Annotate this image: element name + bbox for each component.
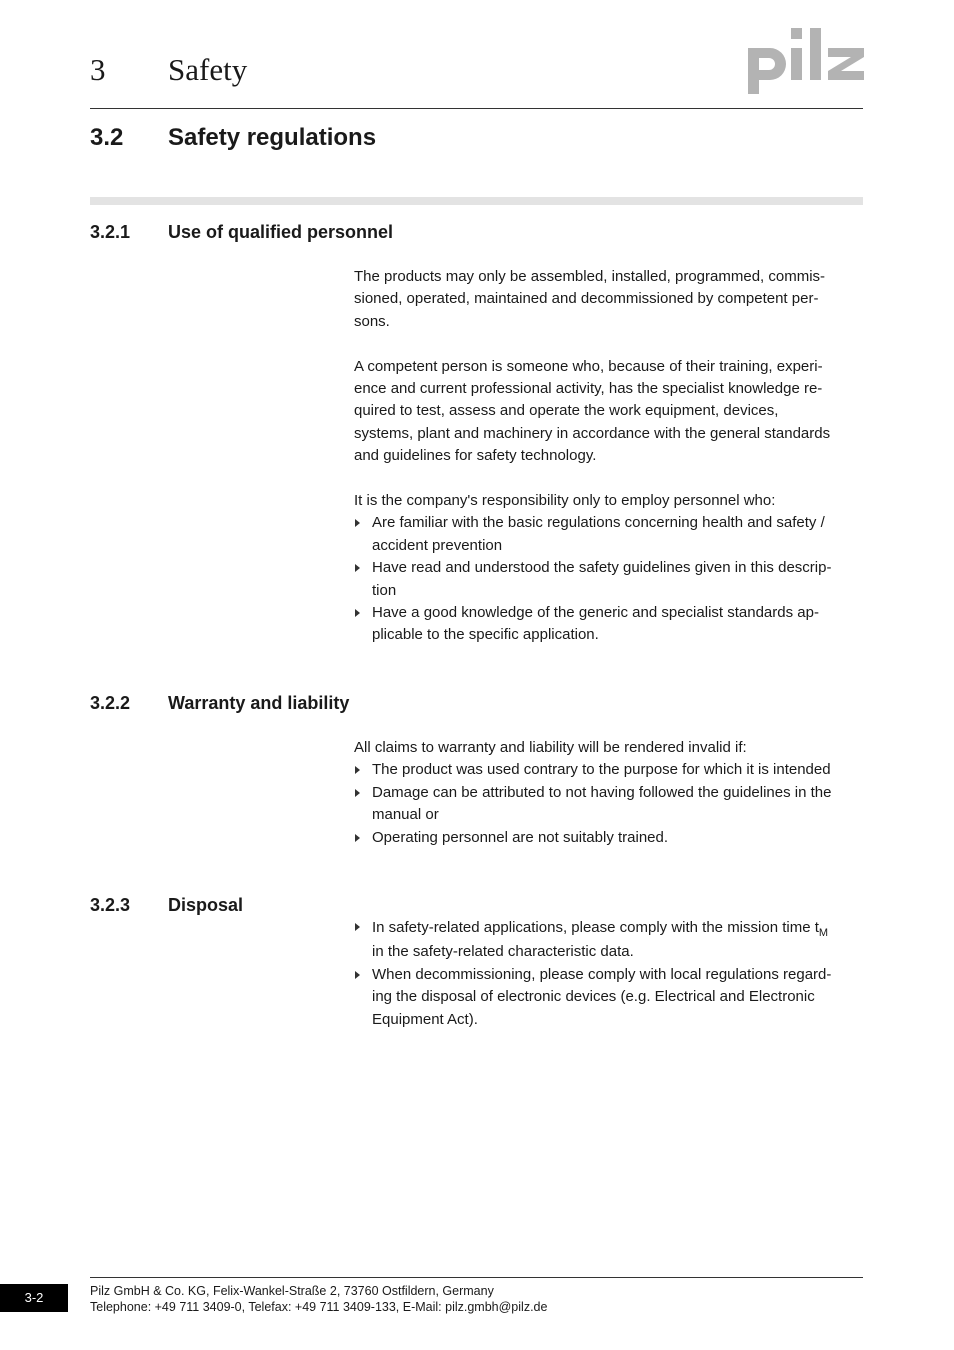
paragraph: A competent person is someone who, because of their training, experi- ence and current professional activity, has the specialist knowledge re- quired to test, assess and operate the work equipment, devices, systems, plant and machinery in accordance with the general standards and guidelines for safety technology.	[354, 357, 831, 465]
triangle-bullet-icon	[355, 789, 360, 797]
triangle-bullet-icon	[355, 834, 360, 842]
section-heading	[90, 124, 376, 152]
section-divider-bar	[90, 197, 863, 205]
list-item: Are familiar with the basic regulations concerning health and safety / accident prevention	[354, 512, 866, 557]
subscript: M	[818, 927, 829, 939]
page-number: 3-2	[0, 1284, 68, 1312]
disposal-body	[354, 916, 866, 1031]
chapter-heading	[90, 52, 247, 88]
subsection-title: Disposal	[168, 895, 244, 915]
list-item: The product was used contrary to the purpose for which it is intended	[354, 759, 866, 781]
paragraph: It is the company's responsibility only to employ personnel who:	[354, 492, 776, 510]
subsection-heading-warranty	[90, 693, 349, 714]
bullet-list	[354, 916, 866, 1031]
section-title: Safety regulations	[168, 124, 377, 151]
footer-address	[90, 1283, 547, 1315]
bullet-list	[354, 759, 866, 849]
list-item: When decommissioning, please comply with local regulations regard- ing the disposal of electronic devices (e.g. Electrical and Electronic Equipment Act).	[354, 964, 866, 1031]
paragraph: The products may only be assembled, installed, programmed, commis- sioned, operated, maintained and decommissioned by competent per- sons.	[354, 268, 826, 330]
footer-line: Telephone: +49 711 3409-0, Telefax: +49 711 3409-133, E-Mail: pilz.gmbh@pilz.de	[90, 1300, 548, 1314]
warranty-body	[354, 737, 866, 849]
footer-rule	[90, 1277, 863, 1278]
section-number: 3.2	[90, 124, 124, 151]
subsection-number: 3.2.2	[90, 693, 131, 713]
triangle-bullet-icon	[355, 923, 360, 931]
bullet-list	[354, 512, 866, 646]
list-item: Operating personnel are not suitably trained.	[354, 827, 866, 849]
triangle-bullet-icon	[355, 564, 360, 572]
chapter-title: Safety	[168, 52, 248, 87]
subsection-title: Use of qualified personnel	[168, 222, 394, 242]
chapter-number: 3	[90, 52, 106, 87]
header-rule	[90, 108, 863, 109]
triangle-bullet-icon	[355, 766, 360, 774]
personnel-body	[354, 266, 866, 647]
subsection-number: 3.2.3	[90, 895, 131, 915]
pilz-logo	[748, 28, 864, 94]
subsection-title: Warranty and liability	[168, 693, 350, 713]
triangle-bullet-icon	[355, 609, 360, 617]
paragraph: All claims to warranty and liability will be rendered invalid if:	[354, 739, 747, 756]
triangle-bullet-icon	[355, 519, 360, 527]
list-item: In safety-related applications, please comply with the mission time $t_M$ in the safety-related characteristic data.	[354, 916, 866, 964]
subsection-number: 3.2.1	[90, 222, 131, 242]
triangle-bullet-icon	[355, 971, 360, 979]
list-item: Have a good knowledge of the generic and specialist standards ap- plicable to the specific application.	[354, 602, 866, 647]
subsection-heading-personnel	[90, 222, 393, 243]
list-item: Damage can be attributed to not having followed the guidelines in the manual or	[354, 782, 866, 827]
footer-line: Pilz GmbH & Co. KG, Felix-Wankel-Straße 2, 73760 Ostfildern, Germany	[90, 1284, 494, 1298]
subsection-heading-disposal	[90, 895, 243, 916]
list-item: Have read and understood the safety guidelines given in this descrip- tion	[354, 557, 866, 602]
